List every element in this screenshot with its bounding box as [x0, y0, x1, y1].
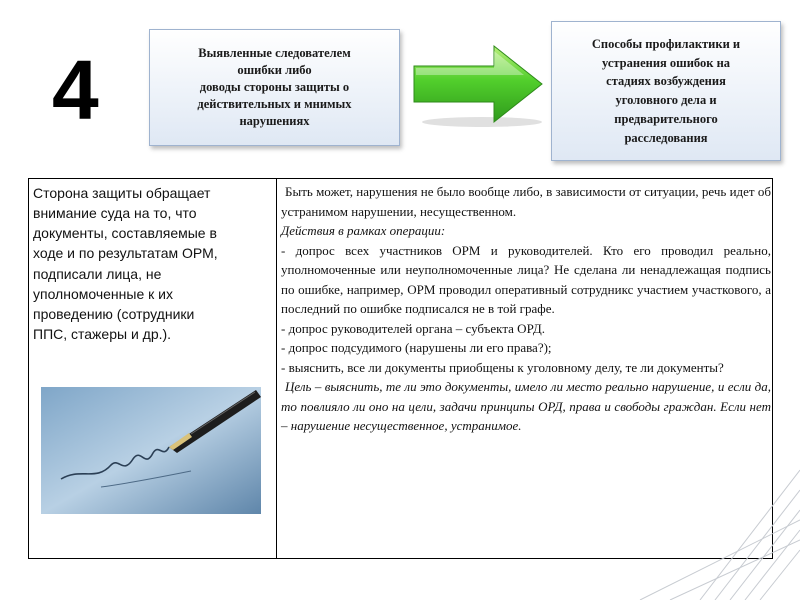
content-table — [28, 178, 773, 559]
left-cell-line: ходе и по результатам ОРМ, — [33, 245, 218, 262]
left-box-line: действительных и мнимых — [197, 96, 352, 111]
identified-errors-box — [149, 29, 400, 146]
right-box-line: Способы профилактики и — [591, 36, 741, 51]
right-box-line: стадиях возбуждения — [606, 74, 726, 89]
action-item: - выяснить, все ли документы приобщены к уголовному делу, те ли документы? — [281, 359, 724, 375]
right-arrow-icon — [412, 42, 546, 128]
right-box-line: расследования — [624, 130, 708, 145]
left-box-line: нарушениях — [239, 113, 310, 128]
left-cell-line: внимание суда на то, что — [33, 205, 197, 222]
right-box-line: уголовного дела и — [615, 93, 717, 107]
action-item: - допрос всех участников ОРМ и руководителей. Кто его проводил реально, уполномоченные или неуполномоченные лица? Не сделана ли ненадлежащая подпись по ошибке, например, ОРМ проводил оперативный сотрудникс участием участкового, а последний по ошибке подписался не в той графе. — [281, 242, 771, 316]
column-divider — [276, 179, 277, 558]
prevention-methods-box — [551, 21, 781, 161]
action-item: - допрос подсудимого (нарушены ли его права?); — [281, 340, 552, 355]
left-box-line: доводы стороны защиты о — [199, 80, 350, 95]
right-box-line: предварительного — [614, 111, 718, 126]
actions-heading: Действия в рамках операции: — [281, 223, 446, 238]
left-cell-line: документы, составляемые в — [33, 225, 217, 242]
slide-number: 4 — [52, 43, 99, 137]
assessment-paragraph: Быть может, нарушения не было вообще либо, в зависимости от ситуации, речь идет об устранимом нарушении, несущественном. — [281, 184, 771, 219]
left-box-line: Выявленные следователем — [198, 46, 351, 61]
left-cell-line: подписали лица, не — [33, 265, 162, 282]
countermeasures-cell — [281, 182, 771, 436]
left-cell-line: ППС, стажеры и др.). — [33, 326, 172, 343]
left-cell-line: Сторона защиты обращает — [33, 185, 211, 201]
right-box-line: устранения ошибок на — [601, 55, 731, 70]
pen-signature-photo — [41, 387, 261, 514]
left-cell-line: проведению (сотрудники — [33, 305, 195, 322]
left-cell-line: уполномоченные к их — [33, 285, 173, 302]
left-box-line: ошибки либо — [237, 63, 312, 78]
goal-paragraph: Цель – выяснить, те ли это документы, имело ли место реально нарушение, и если да, то повлияло ли оно на цели, задачи принципы ОРД, права и свободы граждан. Если нет – нарушение несущественное, устранимое. — [281, 379, 771, 433]
action-item: - допрос руководителей органа – субъекта ОРД. — [281, 320, 545, 336]
defense-argument-cell — [33, 183, 273, 344]
